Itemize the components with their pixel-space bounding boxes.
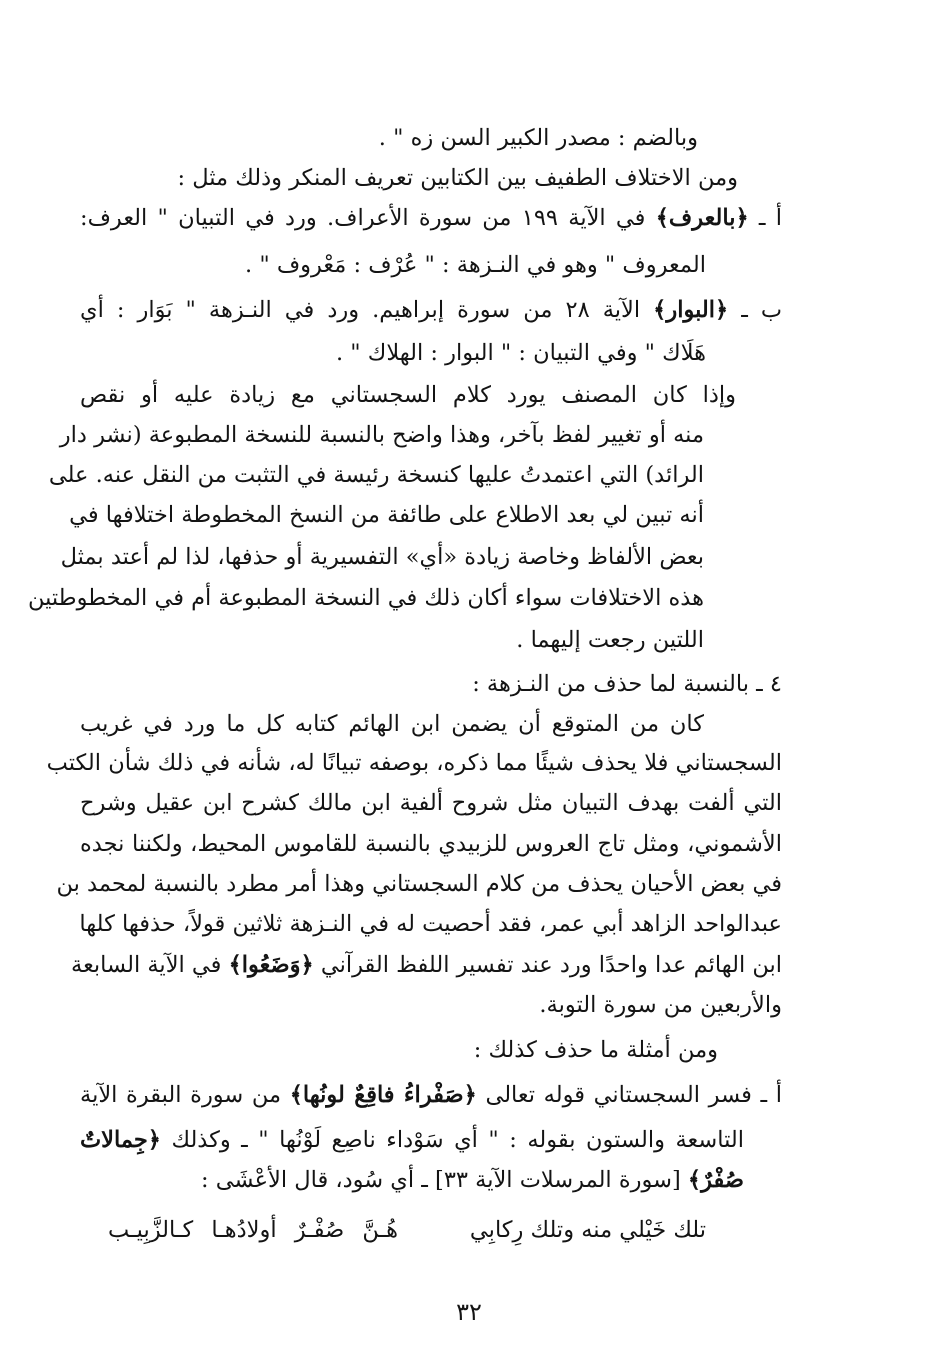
- paragraph-line: التي ألفت بهدف التبيان مثل شروح ألفية ابن مالك كشرح ابن عقيل وشرح: [80, 790, 782, 816]
- paragraph-line: والأربعين من سورة التوبة.: [539, 992, 782, 1018]
- item-marker: أ ـ: [760, 1082, 783, 1108]
- quran-term: صُفْرٌ﴾: [687, 1167, 744, 1193]
- paragraph-line: منه أو تغيير لفظ بآخر، وهذا واضح بالنسبة للنسخة المطبوعة (نشر دار: [59, 422, 704, 448]
- item-text: في الآية ١٩٩ من سورة الأعراف. ورد في التبيان " العرف:: [80, 205, 646, 231]
- paragraph-line: اللتين رجعت إليهما .: [516, 627, 704, 653]
- example-item-a: [80, 1075, 782, 1115]
- text-span: ابن الهائم عدا واحدًا ورد عند تفسير اللفظ القرآني: [320, 952, 782, 978]
- text-span: التاسعة والستون بقوله : " أي سَوْداء ناصِع لَوْنُها " ـ وكذلك: [171, 1127, 745, 1153]
- text-span: في الآية السابعة: [71, 952, 222, 978]
- quran-term: ﴿صَفْراءُ فاقِعٌ لونُها﴾: [289, 1082, 477, 1108]
- quran-term: ﴿البوار﴾: [653, 297, 729, 323]
- text-span: من سورة البقرة الآية: [80, 1082, 282, 1108]
- paragraph-line: السجستاني فلا يحذف شيئًا مما ذكره، بوصفه تبيانًا له، شأنه في ذلك شأن الكتب: [46, 750, 782, 776]
- paragraph-line: هذه الاختلافات سواء أكان ذلك في النسخة المطبوعة أم في المخطوطتين: [27, 585, 704, 611]
- paragraph-line: الرائد) التي اعتمدتُ عليها كنسخة رئيسة في التثبت من النقل عنه. على: [48, 462, 704, 488]
- page-number: ٣٢: [456, 1298, 482, 1326]
- text-span: فسر السجستاني قوله تعالى: [485, 1082, 752, 1108]
- verse-hemistich-2: هُـنَّ صُفْـرٌ أولادُهـا كـالزَّبِيـب: [108, 1217, 398, 1243]
- text-span: [سورة المرسلات الآية ٣٣] ـ أي سُود، قال الأعْشَى :: [201, 1167, 681, 1193]
- item-text: الآية ٢٨ من سورة إبراهيم. ورد في النـزهة " بَوَار : أي: [80, 297, 641, 323]
- item-marker: ب ـ: [741, 297, 783, 323]
- paragraph-line: عبدالواحد الزاهد أبي عمر، فقد أحصيت له في النـزهة ثلاثين قولاً، حذفها كلها: [79, 911, 782, 937]
- paragraph-line: الأشموني، ومثل تاج العروس للزبيدي بالنسبة للقاموس المحيط، ولكننا نجده: [80, 831, 782, 857]
- text-line: المعروف " وهو في النـزهة : " عُرْف : مَعْروف " .: [245, 252, 706, 278]
- item-marker: أ ـ: [758, 205, 783, 231]
- paragraph-line: وإذا كان المصنف يورد كلام السجستاني مع زيادة عليه أو نقص: [80, 382, 736, 408]
- verse-hemistich-1: تلك خَيْلي منه وتلك رِكابِي: [469, 1217, 706, 1243]
- paragraph-line: بعض الألفاظ وخاصة زيادة «أي» التفسيرية أو حذفها، لذا لم أعتد بمثل: [60, 544, 704, 570]
- paragraph-line: كان من المتوقع أن يضمن ابن الهائم كتابه كل ما ورد في غريب: [80, 711, 704, 737]
- list-item-b: [80, 290, 782, 330]
- example-line: [201, 1160, 744, 1200]
- text-line: ومن أمثلة ما حذف كذلك :: [473, 1037, 718, 1063]
- list-item-a: [80, 198, 782, 238]
- quran-term: ﴿بالعرف﴾: [655, 205, 749, 231]
- paragraph-line: أنه تبين لي بعد الاطلاع على طائفة من النسخ المخطوطة اختلافها في: [69, 502, 704, 528]
- text-line: هَلَاك " وفي التبيان : " البوار : الهلاك " .: [335, 340, 706, 366]
- text-line: ومن الاختلاف الطفيف بين الكتابين تعريف المنكر وذلك مثل :: [177, 165, 738, 191]
- example-line: [80, 1120, 744, 1160]
- quran-term: ﴿وَضَعُوا﴾: [228, 952, 314, 978]
- section-heading: ٤ ـ بالنسبة لما حذف من النـزهة :: [472, 671, 782, 697]
- paragraph-line: [71, 945, 782, 985]
- quran-term: ﴿جِمالاتٌ: [80, 1127, 161, 1153]
- text-line: وبالضم : مصدر الكبير السن زه " .: [378, 125, 698, 151]
- paragraph-line: في بعض الأحيان يحذف من كلام السجستاني وهذا أمر مطرد بالنسبة لمحمد بن: [56, 871, 782, 897]
